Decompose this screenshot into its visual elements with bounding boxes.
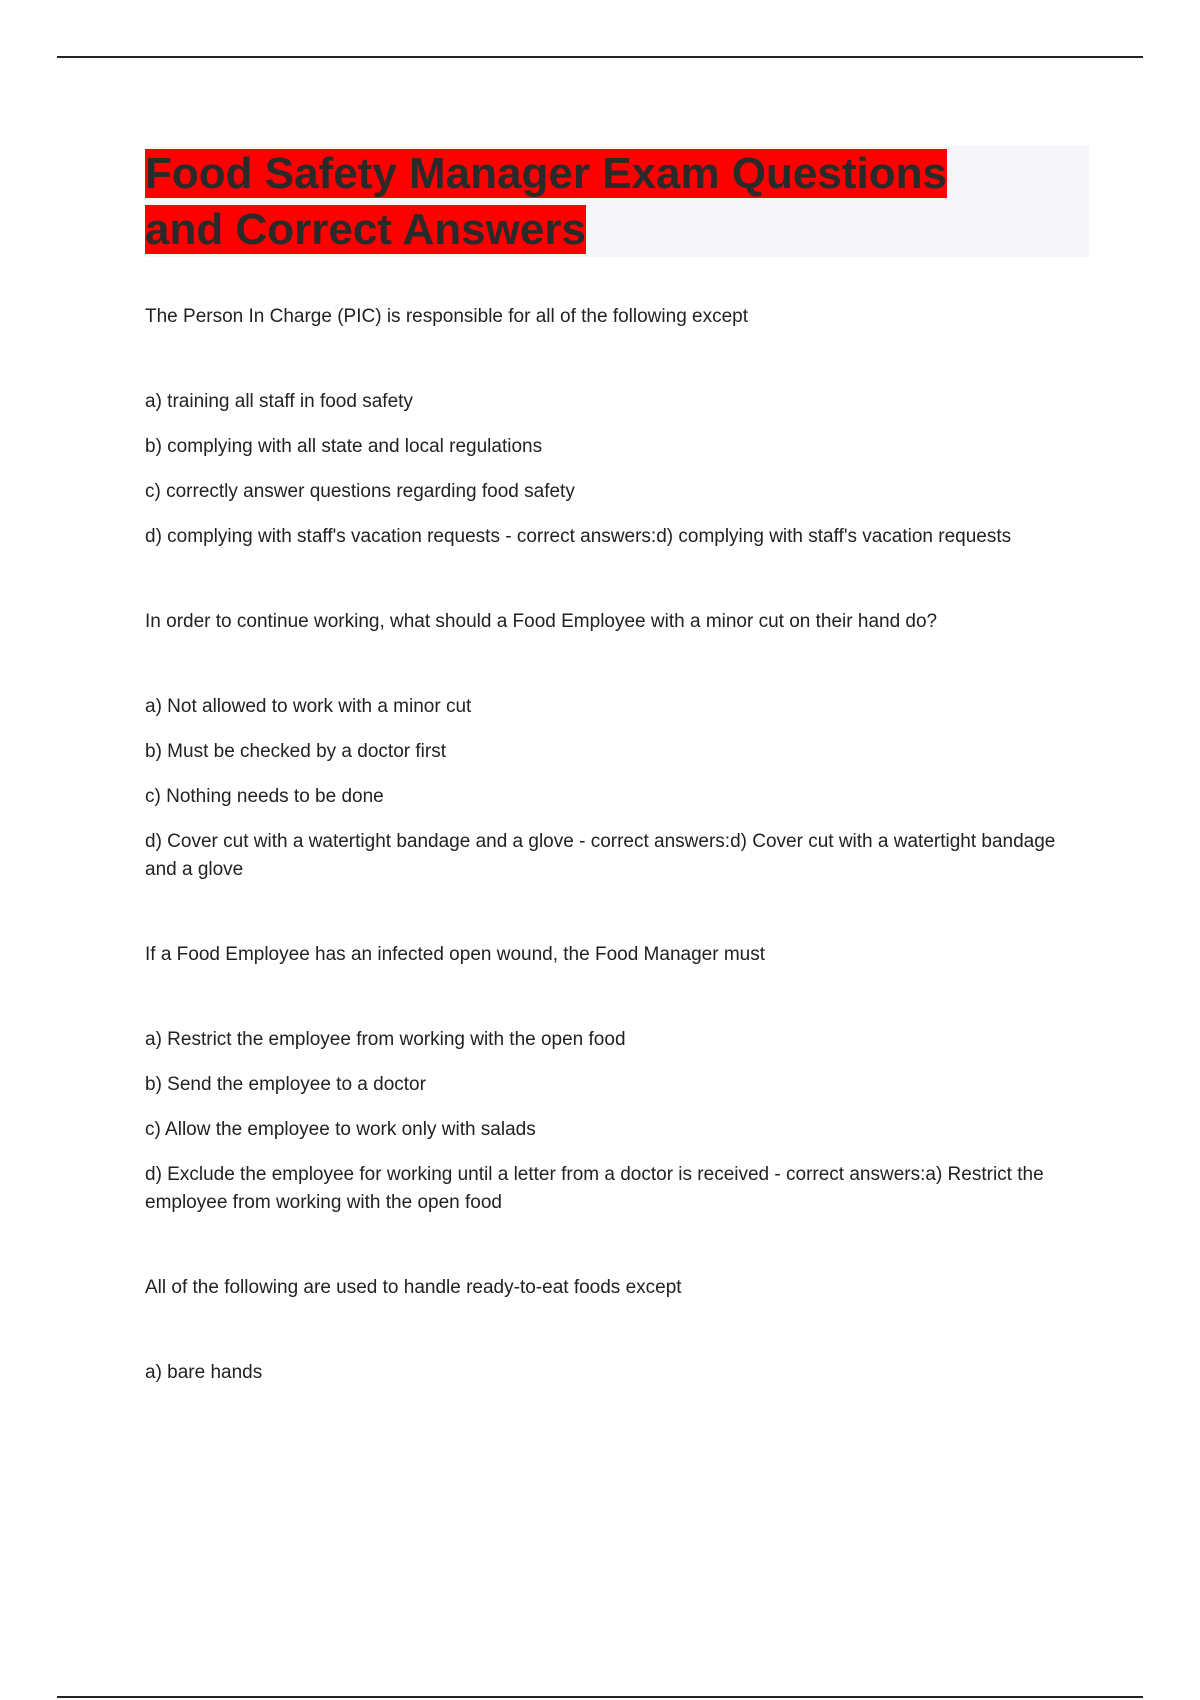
question-3 <box>145 941 1089 1217</box>
answer-options <box>145 693 1089 884</box>
answer-option: d) complying with staff's vacation requests - correct answers:d) complying with staff's vacation requests <box>145 526 1012 547</box>
answer-options <box>145 388 1089 551</box>
answer-option: a) training all staff in food safety <box>145 391 413 412</box>
answer-option: c) Allow the employee to work only with salads <box>145 1119 536 1140</box>
answer-option: b) Send the employee to a doctor <box>145 1074 426 1095</box>
document-title <box>145 146 1089 258</box>
question-4 <box>145 1274 1089 1387</box>
answer-option: a) Restrict the employee from working with the open food <box>145 1029 626 1050</box>
document-body <box>145 146 1089 1444</box>
bottom-rule <box>57 1696 1143 1698</box>
answer-option: c) Nothing needs to be done <box>145 786 384 807</box>
title-block <box>145 146 1089 257</box>
question-prompt: All of the following are used to handle ready-to-eat foods except <box>145 1277 682 1298</box>
question-prompt: The Person In Charge (PIC) is responsible for all of the following except <box>145 306 749 327</box>
answer-option: a) Not allowed to work with a minor cut <box>145 696 472 717</box>
answer-option: c) correctly answer questions regarding food safety <box>145 481 575 502</box>
answer-options <box>145 1026 1089 1217</box>
question-prompt: If a Food Employee has an infected open wound, the Food Manager must <box>145 944 765 965</box>
answer-option: d) Exclude the employee for working until a letter from a doctor is received - correct answers:a) Restrict the employee from working with the open food <box>145 1164 1044 1213</box>
answer-options <box>145 1359 1089 1387</box>
answer-option: b) complying with all state and local regulations <box>145 436 543 457</box>
question-2 <box>145 608 1089 884</box>
question-prompt: In order to continue working, what should a Food Employee with a minor cut on their hand do? <box>145 611 938 632</box>
answer-option: d) Cover cut with a watertight bandage and a glove - correct answers:d) Cover cut with a watertight bandage and a glove <box>145 831 1056 880</box>
question-1 <box>145 303 1089 551</box>
title-line-2: and Correct Answers <box>145 205 586 254</box>
top-rule <box>57 56 1143 58</box>
answer-option: a) bare hands <box>145 1362 263 1383</box>
answer-option: b) Must be checked by a doctor first <box>145 741 446 762</box>
title-line-1: Food Safety Manager Exam Questions <box>145 149 947 198</box>
